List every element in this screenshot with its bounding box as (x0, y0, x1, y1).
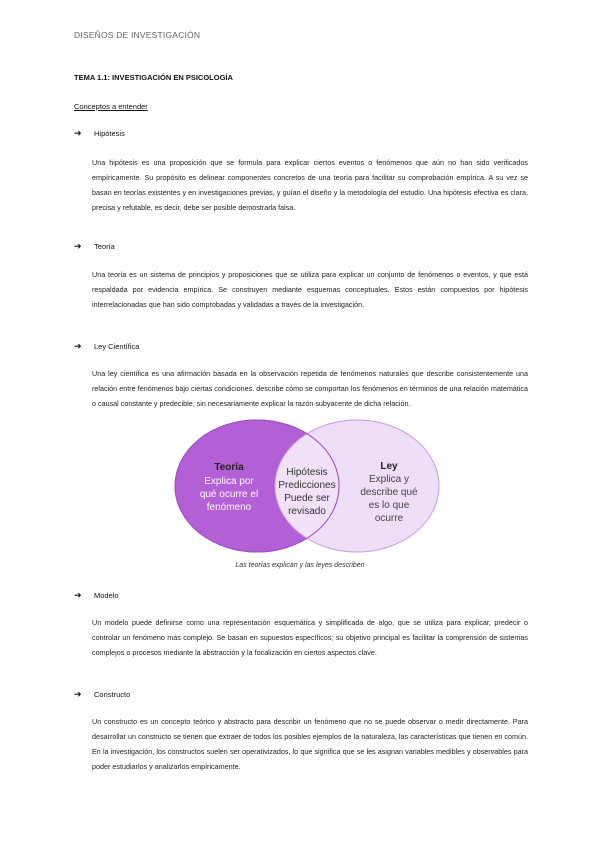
heading-teoria (74, 241, 115, 252)
venn-center-line: Hipótesis (286, 467, 328, 478)
heading-label: Teoría (94, 242, 115, 251)
heading-label: Hipótesis (94, 129, 125, 138)
venn-center-line: revisado (288, 506, 326, 517)
arrow-right-icon: ➔ (74, 590, 82, 600)
arrow-right-icon: ➔ (74, 128, 82, 138)
heading-label: Ley Científica (94, 342, 140, 351)
venn-left-line: qué ocurre el (199, 489, 259, 500)
arrow-right-icon: ➔ (74, 341, 82, 351)
arrow-right-icon: ➔ (74, 689, 82, 699)
heading-hipotesis (74, 128, 125, 139)
diagram-caption: Las teorías explican y las leyes describen (235, 562, 365, 569)
heading-label: Constructo (94, 690, 131, 699)
venn-left-title: Teoría (214, 462, 244, 473)
paragraph-teoria: Una teoría es un sistema de principios y proposiciones que se utiliza para explicar un conjunto de fenómenos o eventos, y que está respaldada por evidencia empírica. Se construyen mediante esquemas conceptuales. Estos están compuestos por hipótesis interrelacionadas que han sido comprobadas y validadas a través de la investigación. (92, 270, 528, 310)
page-title: TEMA 1.1: INVESTIGACIÓN EN PSICOLOGÍA (74, 73, 233, 82)
heading-label: Modelo (94, 591, 119, 600)
venn-right-line: Explica y (368, 474, 410, 485)
paragraph-hipotesis: Una hipótesis es una proposición que se formula para explicar ciertos eventos o fenómenos que aún no han sido verificados empíricamente. Su propósito es delinear componentes concretos de una teoría para facilitar su comprobación empírica. A su vez se basan en teorías existentes y en investigaciones previas, y guían el diseño y la metodología del estudio. Una hipótesis efectiva es clara, precisa y refutable, es decir, debe ser posible demostrarla falsa. (92, 158, 528, 213)
venn-left-line: fenómeno (206, 502, 252, 513)
heading-constructo (74, 689, 130, 700)
venn-right-line: es lo que (368, 500, 410, 511)
venn-right-line: ocurre (374, 513, 404, 524)
arrow-right-icon: ➔ (74, 241, 82, 251)
venn-right-line: describe qué (360, 487, 418, 498)
paragraph-modelo: Un modelo puede definirse como una representación esquemática y simplificada de algo, que se utiliza para explicar, predecir o controlar un fenómeno más complejo. Se basan en supuestos específicos; su objetivo principal es facilitar la comprensión de sistemas complejos o procesos mediante la abstracción y la focalización en ciertos aspectos clave. (92, 618, 528, 658)
page-header: DISEÑOS DE INVESTIGACIÓN (74, 30, 201, 40)
heading-modelo (74, 590, 119, 601)
venn-center-line: Predicciones (278, 480, 336, 491)
heading-ley-cientifica (74, 341, 139, 352)
paragraph-constructo: Un constructo es un concepto teórico y abstracto para describir un fenómeno que no se puede observar o medir directamente. Para desarrollar un constructo se tienen que extraer de todos los posibles ejemplos de la naturaleza, las características que tienen en común. En la investigación, los constructos suelen ser operativizados, lo que significa que se les asignan variables medibles y observables para poder estudiarlos y analizarlos empíricamente. (92, 717, 528, 772)
paragraph-ley-cientifica: Una ley científica es una afirmación basada en la observación repetida de fenómenos naturales que describe consistentemente una relación entre fenómenos bajo ciertas condiciones. describe cómo se comportan los fenómenos en términos de una relación matemática o causal constante y predecible, sin necesariamente explicar la razón subyacente de dicha relación. (92, 369, 528, 409)
venn-right-title: Ley (380, 461, 398, 472)
venn-left-line: Explica por (204, 476, 254, 487)
venn-center-line: Puede ser (284, 493, 330, 504)
section-subtitle: Conceptos a entender (74, 102, 148, 111)
venn-diagram (173, 418, 441, 554)
